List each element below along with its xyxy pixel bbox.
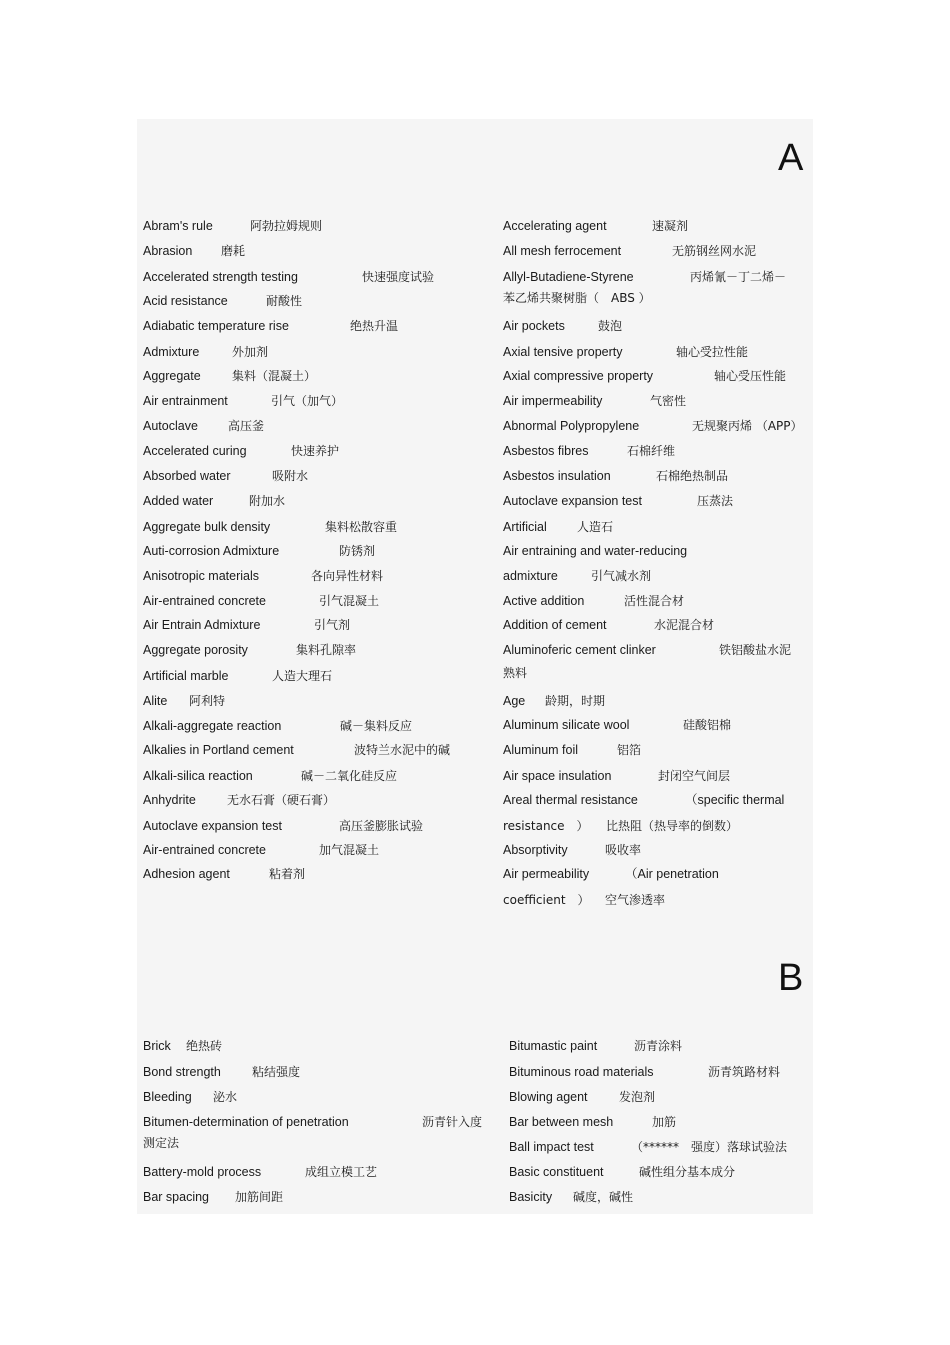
entry-translation: 吸附水 [272,469,309,483]
entry-term: Active addition [503,594,585,608]
entry-translation: 无筋钢丝网水泥 [672,244,757,258]
glossary-entry [143,394,343,409]
glossary-entry [143,444,339,459]
glossary-entry [143,1190,283,1205]
entry-translation: （****** 强度）落球试验法 [631,1140,788,1154]
glossary-entry [143,270,434,285]
entry-translation: 附加水 [249,494,286,508]
entry-translation: 碱度，碱性 [573,1190,634,1204]
entry-translation: 耐酸性 [266,294,303,308]
glossary-entry [143,244,245,259]
entry-translation: 成组立模工艺 [305,1165,378,1179]
entry-term: Air entraining and water-reducing [503,544,688,558]
glossary-entry [503,643,791,658]
glossary-entry [143,1065,300,1080]
glossary-entry [503,244,756,259]
entry-term: Alkali-silica reaction [143,769,253,783]
entry-translation: 碱－集料反应 [340,719,413,733]
glossary-entry [143,369,316,384]
entry-translation: 泌水 [213,1090,238,1104]
entry-term: Adiabatic temperature rise [143,319,289,333]
glossary-entry [143,867,305,882]
entry-translation: 集料（混凝土） [232,369,317,383]
entry-term: Acid resistance [143,294,228,308]
entry-term: Basicity [509,1190,553,1204]
entry-term: Added water [143,494,214,508]
entry-translation: 集料孔隙率 [296,643,357,657]
entry-term: 苯乙烯共聚树脂（ ABS ） [503,291,651,305]
entry-term: Asbestos fibres [503,444,589,458]
glossary-entry [143,319,398,334]
glossary-entry [143,743,450,758]
glossary-entry [503,694,605,709]
entry-term: Air impermeability [503,394,603,408]
entry-term: Autoclave [143,419,198,433]
glossary-entry [143,569,383,584]
entry-translation: 粘结强度 [252,1065,301,1079]
entry-translation: 粘着剂 [269,867,306,881]
entry-translation: 铁铝酸盐水泥 [719,643,792,657]
glossary-entry [509,1039,682,1054]
glossary-entry [143,843,379,858]
glossary-entry [143,643,356,658]
entry-term: Aggregate porosity [143,643,248,657]
glossary-entry [503,270,786,285]
glossary-panel [137,119,813,1214]
entry-translation: 绝热升温 [350,319,399,333]
entry-translation: 吸收率 [605,843,642,857]
entry-term: Anhydrite [143,793,196,807]
entry-translation: 集料松散容重 [325,520,398,534]
entry-translation: 发泡剂 [619,1090,656,1104]
entry-term: Accelerating agent [503,219,607,233]
glossary-entry [503,743,641,758]
entry-translation: 封闭空气间层 [658,769,731,783]
entry-term: Air Entrain Admixture [143,618,261,632]
entry-translation: 空气渗透率 [605,893,666,907]
glossary-entry [503,594,684,609]
entry-translation: 沥青筑路材料 [708,1065,781,1079]
glossary-entry [503,843,641,858]
entry-term: Anisotropic materials [143,569,260,583]
entry-translation: 碱性组分基本成分 [639,1165,736,1179]
entry-term: Ball impact test [509,1140,594,1154]
glossary-entry [503,345,748,360]
entry-term: Air permeability [503,867,590,881]
entry-term: Aggregate [143,369,201,383]
entry-translation: 沥青涂料 [634,1039,683,1053]
entry-translation: 丙烯氰－丁二烯－ [690,270,787,284]
glossary-entry [503,469,728,484]
entry-term: Air-entrained concrete [143,843,266,857]
glossary-entry [503,819,738,834]
glossary-entry [143,1165,377,1180]
entry-term: Absorptivity [503,843,568,857]
glossary-entry [503,291,651,306]
entry-term: admixture [503,569,558,583]
entry-term: Absorbed water [143,469,231,483]
entry-term: Adhesion agent [143,867,230,881]
glossary-entry [503,618,714,633]
entry-term: 熟料 [503,666,528,680]
entry-translation: 比热阻（热导率的倒数） [606,819,739,833]
entry-term: Bitumastic paint [509,1039,598,1053]
entry-translation: 阿勃拉姆规则 [250,219,323,233]
entry-translation: 快速养护 [291,444,340,458]
entry-term: Abnormal Polypropylene [503,419,640,433]
entry-translation: 铝箔 [617,743,642,757]
glossary-entry [143,294,302,309]
entry-translation: 绝热砖 [186,1039,223,1053]
entry-term: Bleeding [143,1090,192,1104]
entry-term: Abrasion [143,244,193,258]
glossary-entry [143,793,335,808]
glossary-entry [503,569,651,584]
entry-term: Bar spacing [143,1190,210,1204]
entry-term: Accelerated curing [143,444,247,458]
entry-translation: （specific thermal [685,793,785,807]
entry-term: Axial compressive property [503,369,654,383]
entry-term: Aluminum foil [503,743,579,757]
entry-translation: 压蒸法 [697,494,734,508]
entry-term: Aggregate bulk density [143,520,271,534]
entry-term: Artificial [503,520,547,534]
entry-translation: 快速强度试验 [362,270,435,284]
entry-translation: 石棉绝热制品 [656,469,729,483]
glossary-entry [509,1065,780,1080]
entry-translation: 石棉纤维 [627,444,676,458]
glossary-entry [503,544,687,559]
glossary-entry [143,520,397,535]
entry-translation: 引气（加气） [271,394,344,408]
entry-term: Aluminum silicate wool [503,718,630,732]
entry-term: Air-entrained concrete [143,594,266,608]
entry-translation: （Air penetration [625,867,719,881]
glossary-entry [503,419,803,434]
entry-term: Bitumen-determination of penetration [143,1115,349,1129]
entry-translation: 鼓泡 [598,319,623,333]
entry-term: Bituminous road materials [509,1065,654,1079]
section-letter-a: A [778,137,804,179]
entry-translation: 引气混凝土 [319,594,380,608]
entry-translation: 磨耗 [221,244,246,258]
entry-translation: 水泥混合材 [654,618,715,632]
section-letter-b: B [778,957,804,999]
glossary-entry [143,594,379,609]
entry-term: Battery-mold process [143,1165,262,1179]
entry-translation: 外加剂 [232,345,269,359]
entry-translation: 阿利特 [189,694,226,708]
entry-term: Air entrainment [143,394,228,408]
glossary-entry [503,369,786,384]
entry-translation: 人造石 [577,520,614,534]
glossary-entry [143,419,264,434]
glossary-entry [143,1115,482,1130]
glossary-entry [143,618,350,633]
entry-term: Alkali-aggregate reaction [143,719,282,733]
entry-term: Admixture [143,345,200,359]
glossary-entry [503,219,688,234]
entry-term: coefficient ） [503,893,590,907]
entry-term: All mesh ferrocement [503,244,622,258]
entry-term: 测定法 [143,1136,180,1150]
entry-term: Bond strength [143,1065,221,1079]
glossary-entry [503,893,665,908]
entry-translation: 沥青针入度 [422,1115,483,1129]
entry-translation: 引气减水剂 [591,569,652,583]
entry-term: Areal thermal resistance [503,793,638,807]
entry-term: Blowing agent [509,1090,588,1104]
entry-term: Alkalies in Portland cement [143,743,294,757]
entry-translation: 轴心受压性能 [714,369,787,383]
glossary-entry [143,469,308,484]
entry-term: Alite [143,694,168,708]
glossary-entry [143,769,397,784]
glossary-entry [503,666,527,681]
glossary-entry [143,819,423,834]
entry-translation: 轴心受拉性能 [676,345,749,359]
glossary-entry [143,719,412,734]
entry-translation: 加筋间距 [235,1190,284,1204]
entry-term: Brick [143,1039,171,1053]
glossary-entry [503,520,613,535]
glossary-entry [503,319,622,334]
entry-term: Artificial marble [143,669,229,683]
entry-translation: 硅酸铝棉 [683,718,732,732]
entry-translation: 波特兰水泥中的碱 [354,743,451,757]
entry-term: Addition of cement [503,618,607,632]
entry-term: Abram's rule [143,219,213,233]
entry-term: Aluminoferic cement clinker [503,643,656,657]
entry-translation: 高压釜 [228,419,265,433]
glossary-entry [503,793,784,808]
entry-translation: 人造大理石 [272,669,333,683]
entry-term: Axial tensive property [503,345,623,359]
entry-translation: 防锈剂 [339,544,376,558]
entry-term: Air pockets [503,319,565,333]
glossary-entry [509,1165,735,1180]
glossary-entry [143,494,285,509]
glossary-entry [503,394,686,409]
glossary-entry [509,1115,676,1130]
entry-translation: 无水石膏（硬石膏） [227,793,336,807]
glossary-entry [503,444,675,459]
entry-term: Age [503,694,526,708]
glossary-entry [509,1140,787,1155]
entry-translation: 各向异性材料 [311,569,384,583]
entry-translation: 龄期，时期 [545,694,606,708]
glossary-entry [503,867,719,882]
entry-term: Basic constituent [509,1165,604,1179]
glossary-entry [143,1136,179,1151]
entry-term: Accelerated strength testing [143,270,298,284]
entry-translation: 速凝剂 [652,219,689,233]
entry-term: Allyl-Butadiene-Styrene [503,270,634,284]
entry-translation: 高压釜膨胀试验 [339,819,424,833]
entry-translation: 加气混凝土 [319,843,380,857]
glossary-entry [143,1039,222,1054]
entry-translation: 加筋 [652,1115,677,1129]
entry-term: Auti-corrosion Admixture [143,544,280,558]
glossary-entry [503,494,733,509]
entry-term: Air space insulation [503,769,612,783]
glossary-entry [143,694,225,709]
entry-term: resistance ） [503,819,589,833]
entry-translation: 碱－二氧化硅反应 [301,769,398,783]
glossary-entry [143,219,322,234]
glossary-entry [143,345,268,360]
glossary-entry [143,544,375,559]
entry-term: Asbestos insulation [503,469,611,483]
glossary-entry [509,1090,655,1105]
entry-translation: 活性混合材 [624,594,685,608]
glossary-entry [503,769,730,784]
entry-term: Bar between mesh [509,1115,614,1129]
glossary-entry [143,1090,237,1105]
glossary-entry [143,669,332,684]
glossary-entry [509,1190,633,1205]
entry-translation: 引气剂 [314,618,351,632]
entry-term: Autoclave expansion test [143,819,282,833]
glossary-entry [503,718,731,733]
entry-term: Autoclave expansion test [503,494,642,508]
entry-translation: 无规聚丙烯 （APP） [692,419,803,433]
entry-translation: 气密性 [650,394,687,408]
